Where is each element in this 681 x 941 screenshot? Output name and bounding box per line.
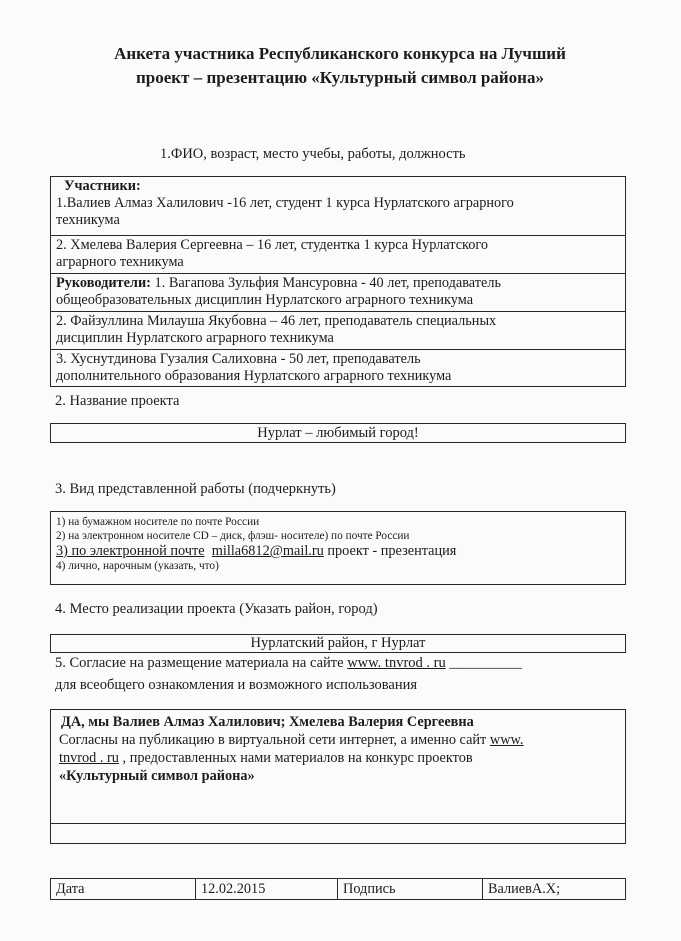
section-5-line-2: для всеобщего ознакомления и возможного использования bbox=[55, 677, 418, 693]
consent-line-3-text: , предоставленных нами материалов на конкурс проектов bbox=[118, 750, 473, 766]
leader-2-row bbox=[51, 312, 625, 350]
work-type-option-2: 2) на электронном носителе CD – диск, флэш- носителе) по почте России bbox=[56, 530, 410, 542]
work-type-option-4: 4) лично, нарочным (указать, что) bbox=[56, 560, 219, 572]
work-type-option-1: 1) на бумажном носителе по почте России bbox=[56, 516, 260, 528]
leader-1-row bbox=[51, 274, 625, 312]
participants-label: Участники: bbox=[64, 178, 141, 194]
leaders-label: Руководители: bbox=[56, 275, 151, 291]
date-value: 12.02.2015 bbox=[196, 879, 338, 899]
site-blank: __________ bbox=[449, 655, 522, 671]
participant-1-line-2: техникума bbox=[56, 212, 120, 228]
date-label: Дата bbox=[51, 879, 196, 899]
work-type-options bbox=[50, 511, 626, 585]
form-title bbox=[40, 42, 640, 90]
leader-3-row bbox=[51, 350, 625, 386]
work-type-option-3-suffix: проект - презентация bbox=[323, 543, 457, 559]
signature-value: ВалиевА.Х; bbox=[488, 881, 561, 897]
leader-2-line-1: 2. Файзуллина Милауша Якубовна – 46 лет, преподаватель специальных bbox=[56, 313, 497, 329]
signature-row bbox=[50, 878, 626, 900]
consent-line-1: ДА, мы Валиев Алмаз Халилович; Хмелева Валерия Сергеевна bbox=[61, 714, 474, 730]
signature-label: Подпись bbox=[338, 879, 483, 899]
leader-2-line-2: дисциплин Нурлатского аграрного техникума bbox=[56, 330, 334, 346]
section-2-heading: 2. Название проекта bbox=[55, 393, 180, 409]
participant-2-row bbox=[51, 236, 625, 274]
leader-3-line-1: 3. Хуснутдинова Гузалия Салиховна - 50 лет, преподаватель bbox=[56, 351, 421, 367]
participant-2-line-1: 2. Хмелева Валерия Сергеевна – 16 лет, студентка 1 курса Нурлатского bbox=[56, 237, 489, 253]
section-1-heading: 1.ФИО, возраст, место учебы, работы, должность bbox=[160, 146, 466, 162]
consent-line-2 bbox=[59, 731, 621, 749]
consent-site-part-1[interactable]: www. bbox=[489, 732, 524, 748]
leader-3-line-2: дополнительного образования Нурлатского аграрного техникума bbox=[56, 368, 452, 384]
section-4-heading: 4. Место реализации проекта (Указать район, город) bbox=[55, 601, 378, 617]
consent-site-part-2[interactable]: tnvrod . ru bbox=[59, 750, 119, 766]
email-link[interactable]: milla6812@mail.ru bbox=[211, 543, 324, 559]
section-5-heading: 5. Согласие на размещение материала на сайте bbox=[55, 655, 348, 671]
section-5-line-1 bbox=[55, 655, 522, 672]
title-line-1: Анкета участника Республиканского конкурса на Лучший bbox=[114, 44, 566, 63]
site-link[interactable]: www. tnvrod . ru bbox=[347, 655, 446, 671]
project-name-field: Нурлат – любимый город! bbox=[50, 423, 626, 443]
work-type-option-3-label: 3) по электронной почте bbox=[56, 543, 205, 559]
consent-box bbox=[50, 709, 626, 844]
consent-text bbox=[51, 710, 625, 824]
participant-1-line-1: 1.Валиев Алмаз Халилович -16 лет, студент 1 курса Нурлатского аграрного bbox=[56, 195, 514, 211]
participants-table bbox=[50, 176, 626, 387]
participant-2-line-2: аграрного техникума bbox=[56, 254, 184, 270]
leader-1-line-2: общеобразовательных дисциплин Нурлатского аграрного техникума bbox=[56, 292, 474, 308]
consent-line-2-text: Согласны на публикацию в виртуальной сети интернет, а именно сайт bbox=[59, 732, 490, 748]
work-type-option-3 bbox=[56, 543, 620, 559]
leader-1-line-1: 1. Вагапова Зульфия Мансуровна - 40 лет, преподаватель bbox=[150, 275, 501, 291]
location-field: Нурлатский район, г Нурлат bbox=[50, 634, 626, 653]
title-line-2: проект – презентацию «Культурный символ района» bbox=[136, 68, 544, 87]
consent-line-4: «Культурный символ района» bbox=[59, 768, 255, 784]
consent-line-3 bbox=[59, 749, 621, 767]
section-3-heading: 3. Вид представленной работы (подчеркнуть) bbox=[55, 481, 336, 497]
participant-1-row bbox=[51, 177, 625, 236]
